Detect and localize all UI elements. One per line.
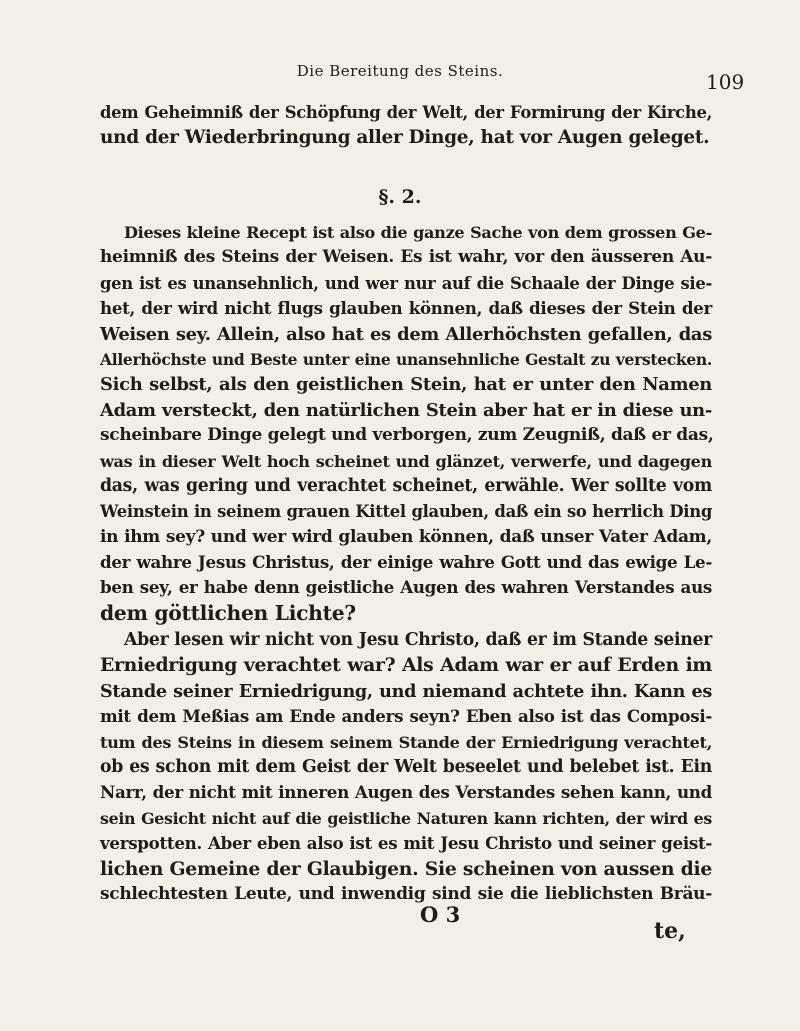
- text-line: das, was gering und verachtet scheinet, erwähle. Wer sollte vom: [100, 475, 712, 496]
- text-line: schlechtesten Leute, und inwendig sind sie die lieblichsten Bräu-: [100, 883, 712, 904]
- paragraph-2: [100, 628, 712, 907]
- catchword: te,: [654, 918, 686, 944]
- text-line: Narr, der nicht mit inneren Augen des Verstandes sehen kann, und: [100, 782, 712, 803]
- text-line: verspotten. Aber eben also ist es mit Jesu Christo und seiner geist-: [100, 833, 712, 854]
- text-line: tum des Steins in diesem seinem Stande der Erniedrigung verachtet,: [100, 732, 712, 752]
- text-line: Erniedrigung verachtet war? Als Adam war er auf Erden im: [100, 654, 712, 677]
- running-title: Die Bereitung des Steins.: [296, 62, 504, 80]
- text-line: Aber lesen wir nicht von Jesu Christo, daß er im Stande seiner: [124, 630, 712, 650]
- intro-text: [100, 100, 712, 151]
- text-line: Adam versteckt, den natürlichen Stein aber hat er in diese un-: [100, 399, 712, 421]
- text-line: mit dem Meßias am Ende anders seyn? Eben also ist das Composi-: [100, 706, 712, 727]
- text-line: was in dieser Welt hoch scheinet und glänzet, verwerfe, und dagegen: [100, 451, 712, 471]
- text-line: lichen Gemeine der Glaubigen. Sie scheinen von aussen die: [100, 857, 712, 880]
- page-number: 109: [706, 70, 745, 94]
- paragraph-1: [100, 220, 712, 626]
- signature-mark: O 3: [420, 902, 461, 927]
- section-heading: §. 2.: [378, 186, 422, 208]
- text-line: und der Wiederbringung aller Dinge, hat vor Augen geleget.: [100, 127, 710, 149]
- text-line: Weinstein in seinem grauen Kittel glauben, daß ein so herrlich Ding: [100, 502, 712, 522]
- text-line: der wahre Jesus Christus, der einige wahre Gott und das ewige Le-: [100, 552, 712, 573]
- text-line: gen ist es unansehnlich, und wer nur auf die Schaale der Dinge sie-: [100, 273, 712, 293]
- text-line: dem göttlichen Lichte?: [100, 600, 356, 625]
- text-line: Dieses kleine Recept ist also die ganze Sache von dem grossen Ge-: [124, 223, 712, 242]
- text-line: dem Geheimniß der Schöpfung der Welt, der Formirung der Kirche,: [100, 103, 712, 122]
- text-line: ob es schon mit dem Geist der Welt beseelet und belebet ist. Ein: [100, 756, 712, 777]
- text-line: sein Gesicht nicht auf die geistliche Naturen kann richten, der wird es: [100, 808, 712, 828]
- text-line: Sich selbst, als den geistlichen Stein, hat er unter den Namen: [100, 374, 712, 396]
- text-line: Allerhöchste und Beste unter eine unansehnliche Gestalt zu verstecken.: [100, 349, 712, 369]
- text-line: ben sey, er habe denn geistliche Augen des wahren Verstandes aus: [100, 577, 712, 598]
- text-line: in ihm sey? und wer wird glauben können, daß unser Vater Adam,: [100, 526, 712, 547]
- text-line: scheinbare Dinge gelegt und verborgen, zum Zeugniß, daß er das,: [100, 425, 714, 446]
- text-line: heimniß des Steins der Weisen. Es ist wahr, vor den äusseren Au-: [100, 247, 712, 268]
- text-line: het, der wird nicht flugs glauben können, daß dieses der Stein der: [100, 298, 712, 319]
- text-line: Weisen sey. Allein, also hat es dem Allerhöchsten gefallen, das: [100, 323, 712, 345]
- text-line: Stande seiner Erniedrigung, und niemand achtete ihn. Kann es: [100, 680, 712, 702]
